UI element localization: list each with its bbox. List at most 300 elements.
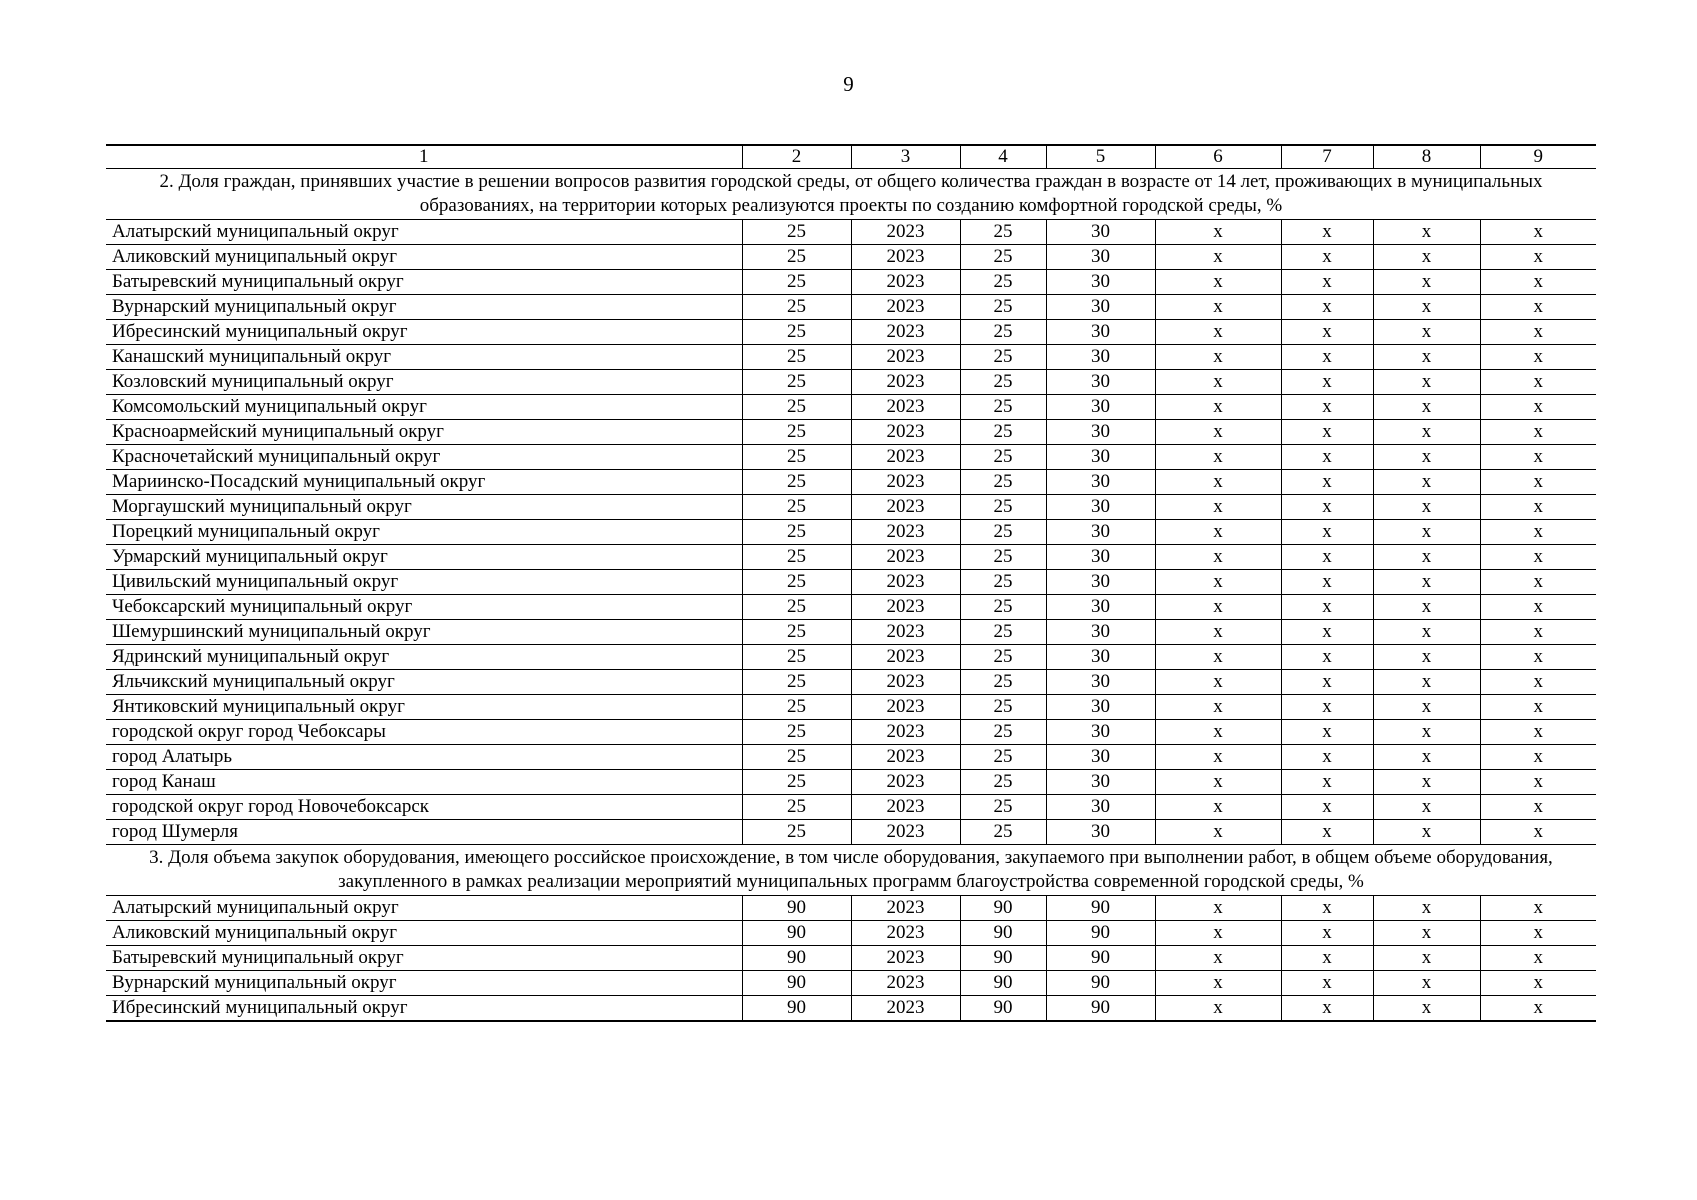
value-cell-col-2: 25 [742, 470, 851, 495]
value-cell-col-9: х [1480, 795, 1596, 820]
value-cell-col-7: х [1281, 345, 1373, 370]
value-cell-col-8: х [1373, 370, 1480, 395]
value-cell-col-4: 25 [960, 320, 1046, 345]
value-cell-col-6: х [1155, 770, 1281, 795]
column-header: 3 [851, 145, 960, 169]
value-cell-col-3: 2023 [851, 470, 960, 495]
value-cell-col-3: 2023 [851, 745, 960, 770]
value-cell-col-7: х [1281, 395, 1373, 420]
value-cell-col-8: х [1373, 445, 1480, 470]
value-cell-col-7: х [1281, 695, 1373, 720]
value-cell-col-5: 30 [1046, 570, 1155, 595]
value-cell-col-3: 2023 [851, 595, 960, 620]
value-cell-col-5: 30 [1046, 545, 1155, 570]
value-cell-col-9: х [1480, 245, 1596, 270]
value-cell-col-2: 25 [742, 420, 851, 445]
value-cell-col-3: 2023 [851, 345, 960, 370]
value-cell-col-6: х [1155, 395, 1281, 420]
value-cell-col-8: х [1373, 820, 1480, 845]
table-row [106, 545, 1596, 570]
municipality-name-cell: город Шумерля [106, 820, 742, 845]
value-cell-col-8: х [1373, 220, 1480, 245]
value-cell-col-2: 25 [742, 695, 851, 720]
value-cell-col-5: 30 [1046, 520, 1155, 545]
value-cell-col-6: х [1155, 545, 1281, 570]
value-cell-col-3: 2023 [851, 395, 960, 420]
table-row [106, 220, 1596, 245]
table-row [106, 996, 1596, 1022]
table-row [106, 595, 1596, 620]
value-cell-col-8: х [1373, 395, 1480, 420]
value-cell-col-5: 30 [1046, 695, 1155, 720]
table-row [106, 320, 1596, 345]
value-cell-col-4: 90 [960, 971, 1046, 996]
value-cell-col-3: 2023 [851, 220, 960, 245]
value-cell-col-5: 30 [1046, 595, 1155, 620]
municipality-name-cell: Моргаушский муниципальный округ [106, 495, 742, 520]
value-cell-col-3: 2023 [851, 495, 960, 520]
value-cell-col-8: х [1373, 946, 1480, 971]
municipality-name-cell: Шемуршинский муниципальный округ [106, 620, 742, 645]
value-cell-col-9: х [1480, 445, 1596, 470]
value-cell-col-8: х [1373, 795, 1480, 820]
value-cell-col-2: 25 [742, 520, 851, 545]
value-cell-col-3: 2023 [851, 420, 960, 445]
table-row [106, 695, 1596, 720]
value-cell-col-5: 90 [1046, 971, 1155, 996]
value-cell-col-2: 90 [742, 971, 851, 996]
value-cell-col-4: 25 [960, 570, 1046, 595]
value-cell-col-6: х [1155, 620, 1281, 645]
value-cell-col-8: х [1373, 645, 1480, 670]
value-cell-col-7: х [1281, 971, 1373, 996]
table-row [106, 645, 1596, 670]
value-cell-col-8: х [1373, 745, 1480, 770]
value-cell-col-7: х [1281, 820, 1373, 845]
value-cell-col-3: 2023 [851, 946, 960, 971]
value-cell-col-5: 30 [1046, 770, 1155, 795]
value-cell-col-2: 25 [742, 445, 851, 470]
table-row [106, 971, 1596, 996]
value-cell-col-9: х [1480, 595, 1596, 620]
value-cell-col-7: х [1281, 470, 1373, 495]
value-cell-col-4: 25 [960, 545, 1046, 570]
value-cell-col-4: 25 [960, 770, 1046, 795]
value-cell-col-5: 30 [1046, 795, 1155, 820]
value-cell-col-7: х [1281, 996, 1373, 1022]
table-row [106, 946, 1596, 971]
value-cell-col-2: 25 [742, 545, 851, 570]
value-cell-col-7: х [1281, 921, 1373, 946]
value-cell-col-5: 30 [1046, 270, 1155, 295]
value-cell-col-2: 25 [742, 620, 851, 645]
value-cell-col-2: 25 [742, 745, 851, 770]
value-cell-col-5: 30 [1046, 395, 1155, 420]
page-number: 9 [843, 72, 854, 96]
value-cell-col-7: х [1281, 620, 1373, 645]
municipality-name-cell: Комсомольский муниципальный округ [106, 395, 742, 420]
value-cell-col-4: 90 [960, 946, 1046, 971]
value-cell-col-7: х [1281, 795, 1373, 820]
value-cell-col-2: 25 [742, 395, 851, 420]
value-cell-col-2: 25 [742, 570, 851, 595]
value-cell-col-8: х [1373, 270, 1480, 295]
value-cell-col-7: х [1281, 245, 1373, 270]
value-cell-col-8: х [1373, 520, 1480, 545]
value-cell-col-5: 30 [1046, 420, 1155, 445]
section-title: 3. Доля объема закупок оборудования, имеющего российское происхождение, в том числе оборудования, закупаемого при выполнении работ, в общем объеме оборудования, закупленного в рамках реализации мероприятий муниципальных программ благоустройства современной городской среды, % [106, 845, 1596, 896]
value-cell-col-4: 25 [960, 520, 1046, 545]
value-cell-col-6: х [1155, 520, 1281, 545]
table-row [106, 921, 1596, 946]
value-cell-col-5: 30 [1046, 345, 1155, 370]
value-cell-col-4: 25 [960, 445, 1046, 470]
value-cell-col-2: 25 [742, 295, 851, 320]
municipality-name-cell: Ибресинский муниципальный округ [106, 320, 742, 345]
value-cell-col-3: 2023 [851, 645, 960, 670]
value-cell-col-8: х [1373, 996, 1480, 1022]
table-row [106, 370, 1596, 395]
value-cell-col-9: х [1480, 971, 1596, 996]
value-cell-col-8: х [1373, 670, 1480, 695]
value-cell-col-7: х [1281, 720, 1373, 745]
value-cell-col-9: х [1480, 520, 1596, 545]
table-row [106, 820, 1596, 845]
municipality-name-cell: Цивильский муниципальный округ [106, 570, 742, 595]
value-cell-col-9: х [1480, 820, 1596, 845]
value-cell-col-6: х [1155, 645, 1281, 670]
value-cell-col-3: 2023 [851, 670, 960, 695]
value-cell-col-7: х [1281, 670, 1373, 695]
value-cell-col-2: 25 [742, 320, 851, 345]
value-cell-col-2: 90 [742, 921, 851, 946]
value-cell-col-8: х [1373, 595, 1480, 620]
value-cell-col-4: 25 [960, 370, 1046, 395]
value-cell-col-4: 25 [960, 245, 1046, 270]
value-cell-col-5: 30 [1046, 445, 1155, 470]
value-cell-col-9: х [1480, 345, 1596, 370]
section-header-row [106, 169, 1596, 220]
table-row [106, 445, 1596, 470]
municipality-name-cell: Алатырский муниципальный округ [106, 220, 742, 245]
value-cell-col-8: х [1373, 320, 1480, 345]
value-cell-col-6: х [1155, 470, 1281, 495]
value-cell-col-4: 25 [960, 495, 1046, 520]
value-cell-col-8: х [1373, 921, 1480, 946]
value-cell-col-6: х [1155, 320, 1281, 345]
value-cell-col-9: х [1480, 946, 1596, 971]
table-row [106, 245, 1596, 270]
value-cell-col-6: х [1155, 370, 1281, 395]
table-row [106, 670, 1596, 695]
municipality-name-cell: Ядринский муниципальный округ [106, 645, 742, 670]
value-cell-col-4: 25 [960, 820, 1046, 845]
municipality-name-cell: город Канаш [106, 770, 742, 795]
value-cell-col-6: х [1155, 745, 1281, 770]
value-cell-col-4: 25 [960, 295, 1046, 320]
value-cell-col-8: х [1373, 720, 1480, 745]
value-cell-col-6: х [1155, 795, 1281, 820]
value-cell-col-4: 25 [960, 270, 1046, 295]
table-row [106, 745, 1596, 770]
municipality-name-cell: Чебоксарский муниципальный округ [106, 595, 742, 620]
column-number-row [106, 145, 1596, 169]
table-row [106, 795, 1596, 820]
value-cell-col-5: 30 [1046, 645, 1155, 670]
value-cell-col-7: х [1281, 270, 1373, 295]
municipality-name-cell: Батыревский муниципальный округ [106, 270, 742, 295]
indicators-table [106, 144, 1596, 1022]
value-cell-col-2: 90 [742, 896, 851, 921]
municipality-name-cell: Яльчикский муниципальный округ [106, 670, 742, 695]
column-header: 4 [960, 145, 1046, 169]
municipality-name-cell: городской округ город Новочебоксарск [106, 795, 742, 820]
value-cell-col-9: х [1480, 395, 1596, 420]
municipality-name-cell: город Алатырь [106, 745, 742, 770]
value-cell-col-4: 25 [960, 795, 1046, 820]
value-cell-col-5: 90 [1046, 921, 1155, 946]
value-cell-col-2: 25 [742, 245, 851, 270]
value-cell-col-2: 90 [742, 946, 851, 971]
value-cell-col-3: 2023 [851, 720, 960, 745]
value-cell-col-5: 30 [1046, 295, 1155, 320]
municipality-name-cell: Вурнарский муниципальный округ [106, 971, 742, 996]
value-cell-col-6: х [1155, 921, 1281, 946]
value-cell-col-2: 25 [742, 820, 851, 845]
value-cell-col-7: х [1281, 745, 1373, 770]
value-cell-col-7: х [1281, 946, 1373, 971]
value-cell-col-8: х [1373, 620, 1480, 645]
value-cell-col-2: 25 [742, 595, 851, 620]
value-cell-col-4: 90 [960, 921, 1046, 946]
value-cell-col-7: х [1281, 520, 1373, 545]
value-cell-col-6: х [1155, 270, 1281, 295]
value-cell-col-8: х [1373, 545, 1480, 570]
column-header: 8 [1373, 145, 1480, 169]
value-cell-col-9: х [1480, 996, 1596, 1022]
value-cell-col-3: 2023 [851, 245, 960, 270]
value-cell-col-4: 25 [960, 745, 1046, 770]
municipality-name-cell: Вурнарский муниципальный округ [106, 295, 742, 320]
value-cell-col-5: 90 [1046, 996, 1155, 1022]
value-cell-col-7: х [1281, 420, 1373, 445]
value-cell-col-5: 90 [1046, 896, 1155, 921]
municipality-name-cell: Порецкий муниципальный округ [106, 520, 742, 545]
value-cell-col-2: 25 [742, 495, 851, 520]
municipality-name-cell: Канашский муниципальный округ [106, 345, 742, 370]
value-cell-col-2: 25 [742, 670, 851, 695]
value-cell-col-3: 2023 [851, 770, 960, 795]
value-cell-col-9: х [1480, 495, 1596, 520]
value-cell-col-3: 2023 [851, 921, 960, 946]
value-cell-col-5: 30 [1046, 820, 1155, 845]
section-title: 2. Доля граждан, принявших участие в решении вопросов развития городской среды, от общего количества граждан в возрасте от 14 лет, проживающих в муниципальных образованиях, на территории которых реализуются проекты по созданию комфортной городской среды, % [106, 169, 1596, 220]
value-cell-col-5: 30 [1046, 745, 1155, 770]
value-cell-col-6: х [1155, 896, 1281, 921]
value-cell-col-8: х [1373, 896, 1480, 921]
value-cell-col-6: х [1155, 996, 1281, 1022]
municipality-name-cell: Козловский муниципальный округ [106, 370, 742, 395]
value-cell-col-3: 2023 [851, 370, 960, 395]
value-cell-col-3: 2023 [851, 820, 960, 845]
value-cell-col-5: 30 [1046, 620, 1155, 645]
municipality-name-cell: Аликовский муниципальный округ [106, 245, 742, 270]
value-cell-col-9: х [1480, 645, 1596, 670]
value-cell-col-6: х [1155, 670, 1281, 695]
value-cell-col-6: х [1155, 720, 1281, 745]
value-cell-col-9: х [1480, 745, 1596, 770]
table-row [106, 620, 1596, 645]
value-cell-col-8: х [1373, 470, 1480, 495]
value-cell-col-4: 25 [960, 645, 1046, 670]
column-header: 6 [1155, 145, 1281, 169]
value-cell-col-7: х [1281, 445, 1373, 470]
column-header: 9 [1480, 145, 1596, 169]
value-cell-col-9: х [1480, 720, 1596, 745]
value-cell-col-2: 25 [742, 645, 851, 670]
value-cell-col-7: х [1281, 495, 1373, 520]
value-cell-col-7: х [1281, 220, 1373, 245]
value-cell-col-3: 2023 [851, 971, 960, 996]
value-cell-col-9: х [1480, 896, 1596, 921]
value-cell-col-5: 30 [1046, 320, 1155, 345]
value-cell-col-6: х [1155, 595, 1281, 620]
table-row [106, 270, 1596, 295]
value-cell-col-8: х [1373, 245, 1480, 270]
value-cell-col-5: 90 [1046, 946, 1155, 971]
table-row [106, 570, 1596, 595]
value-cell-col-2: 25 [742, 220, 851, 245]
value-cell-col-4: 25 [960, 695, 1046, 720]
value-cell-col-9: х [1480, 220, 1596, 245]
value-cell-col-2: 90 [742, 996, 851, 1022]
value-cell-col-3: 2023 [851, 996, 960, 1022]
value-cell-col-7: х [1281, 896, 1373, 921]
value-cell-col-6: х [1155, 820, 1281, 845]
table-row [106, 395, 1596, 420]
table-row [106, 720, 1596, 745]
value-cell-col-3: 2023 [851, 320, 960, 345]
column-header: 5 [1046, 145, 1155, 169]
value-cell-col-8: х [1373, 295, 1480, 320]
section-header-row [106, 845, 1596, 896]
value-cell-col-9: х [1480, 620, 1596, 645]
value-cell-col-3: 2023 [851, 295, 960, 320]
value-cell-col-8: х [1373, 345, 1480, 370]
value-cell-col-5: 30 [1046, 245, 1155, 270]
table-row [106, 520, 1596, 545]
value-cell-col-8: х [1373, 971, 1480, 996]
value-cell-col-9: х [1480, 570, 1596, 595]
value-cell-col-7: х [1281, 645, 1373, 670]
municipality-name-cell: Ибресинский муниципальный округ [106, 996, 742, 1022]
value-cell-col-9: х [1480, 921, 1596, 946]
column-header: 2 [742, 145, 851, 169]
value-cell-col-4: 25 [960, 395, 1046, 420]
value-cell-col-5: 30 [1046, 495, 1155, 520]
value-cell-col-5: 30 [1046, 470, 1155, 495]
municipality-name-cell: городской округ город Чебоксары [106, 720, 742, 745]
value-cell-col-3: 2023 [851, 570, 960, 595]
value-cell-col-8: х [1373, 695, 1480, 720]
value-cell-col-4: 90 [960, 996, 1046, 1022]
value-cell-col-4: 25 [960, 220, 1046, 245]
table-body [106, 145, 1596, 1021]
value-cell-col-9: х [1480, 470, 1596, 495]
value-cell-col-2: 25 [742, 720, 851, 745]
value-cell-col-7: х [1281, 570, 1373, 595]
value-cell-col-4: 25 [960, 620, 1046, 645]
value-cell-col-4: 25 [960, 420, 1046, 445]
value-cell-col-5: 30 [1046, 370, 1155, 395]
value-cell-col-6: х [1155, 420, 1281, 445]
value-cell-col-5: 30 [1046, 220, 1155, 245]
value-cell-col-9: х [1480, 770, 1596, 795]
municipality-name-cell: Урмарский муниципальный округ [106, 545, 742, 570]
value-cell-col-2: 25 [742, 270, 851, 295]
value-cell-col-3: 2023 [851, 520, 960, 545]
value-cell-col-3: 2023 [851, 270, 960, 295]
value-cell-col-4: 25 [960, 345, 1046, 370]
municipality-name-cell: Алатырский муниципальный округ [106, 896, 742, 921]
value-cell-col-3: 2023 [851, 545, 960, 570]
column-header: 1 [106, 145, 742, 169]
value-cell-col-8: х [1373, 770, 1480, 795]
value-cell-col-4: 25 [960, 670, 1046, 695]
value-cell-col-4: 90 [960, 896, 1046, 921]
table-row [106, 295, 1596, 320]
value-cell-col-8: х [1373, 570, 1480, 595]
value-cell-col-9: х [1480, 270, 1596, 295]
value-cell-col-7: х [1281, 545, 1373, 570]
value-cell-col-4: 25 [960, 470, 1046, 495]
value-cell-col-5: 30 [1046, 670, 1155, 695]
value-cell-col-2: 25 [742, 770, 851, 795]
table-row [106, 896, 1596, 921]
municipality-name-cell: Красноармейский муниципальный округ [106, 420, 742, 445]
value-cell-col-9: х [1480, 420, 1596, 445]
value-cell-col-6: х [1155, 245, 1281, 270]
value-cell-col-6: х [1155, 295, 1281, 320]
value-cell-col-9: х [1480, 320, 1596, 345]
value-cell-col-8: х [1373, 495, 1480, 520]
value-cell-col-5: 30 [1046, 720, 1155, 745]
value-cell-col-4: 25 [960, 720, 1046, 745]
value-cell-col-6: х [1155, 220, 1281, 245]
value-cell-col-6: х [1155, 445, 1281, 470]
municipality-name-cell: Красночетайский муниципальный округ [106, 445, 742, 470]
value-cell-col-9: х [1480, 695, 1596, 720]
value-cell-col-6: х [1155, 345, 1281, 370]
value-cell-col-9: х [1480, 370, 1596, 395]
value-cell-col-2: 25 [742, 345, 851, 370]
municipality-name-cell: Аликовский муниципальный округ [106, 921, 742, 946]
municipality-name-cell: Янтиковский муниципальный округ [106, 695, 742, 720]
value-cell-col-3: 2023 [851, 695, 960, 720]
table-row [106, 495, 1596, 520]
value-cell-col-6: х [1155, 946, 1281, 971]
table-row [106, 770, 1596, 795]
table-row [106, 345, 1596, 370]
municipality-name-cell: Батыревский муниципальный округ [106, 946, 742, 971]
value-cell-col-7: х [1281, 295, 1373, 320]
value-cell-col-6: х [1155, 971, 1281, 996]
value-cell-col-7: х [1281, 595, 1373, 620]
value-cell-col-6: х [1155, 495, 1281, 520]
table-row [106, 420, 1596, 445]
value-cell-col-6: х [1155, 570, 1281, 595]
value-cell-col-2: 25 [742, 370, 851, 395]
